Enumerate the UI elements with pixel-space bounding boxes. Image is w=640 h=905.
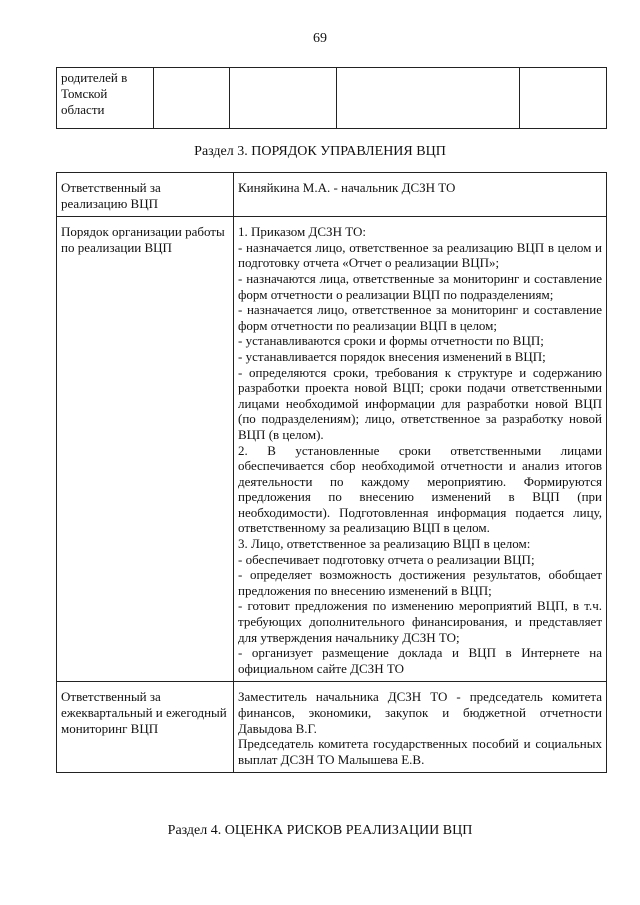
table-row <box>57 217 607 682</box>
section-4-title: Раздел 4. ОЦЕНКА РИСКОВ РЕАЛИЗАЦИИ ВЦП <box>167 823 473 838</box>
content-paragraph: - определяет возможность достижения результатов, обобщает предложения по внесению изменений в ВЦП; <box>238 567 602 598</box>
content-paragraph: 1. Приказом ДСЗН ТО: <box>238 224 366 240</box>
row-label: Порядок организации работы по реализации ВЦП <box>57 217 234 682</box>
section-3-title: Раздел 3. ПОРЯДОК УПРАВЛЕНИЯ ВЦП <box>194 144 446 159</box>
content-paragraph: - готовит предложения по изменению мероприятий ВЦП, в т.ч. требующих дополнительного финансирования, и представляет для утверждения начальнику ДСЗН ТО; <box>238 598 602 645</box>
table-cell <box>154 68 230 129</box>
table-row <box>57 173 607 217</box>
content-paragraph: - назначается лицо, ответственное за мониторинг и составление форм отчетности по реализации ВЦП в целом; <box>238 302 602 333</box>
content-paragraph: - обеспечивает подготовку отчета о реализации ВЦП; <box>238 551 535 567</box>
table-cell: родителей в Томской области <box>57 68 154 129</box>
content-paragraph: - организует размещение доклада и ВЦП в Интернете на официальном сайте ДСЗН ТО <box>238 645 602 676</box>
content-paragraph: Киняйкина М.А. - начальник ДСЗН ТО <box>238 180 456 195</box>
content-paragraph: - назначается лицо, ответственное за реализацию ВЦП в целом и подготовку отчета «Отчет о реализации ВЦП»; <box>238 239 602 271</box>
row-label: Ответственный за ежеквартальный и ежегодный мониторинг ВЦП <box>57 682 234 773</box>
continued-table <box>56 67 607 129</box>
content-paragraph: - устанавливается порядок внесения изменений в ВЦП; <box>238 348 546 364</box>
row-content <box>234 682 607 773</box>
content-paragraph: - определяются сроки, требования к структуре и содержанию разработки проекта новой ВЦП; сроки подачи ответственными лицами необходимой информации для разработки новой ВЦП (по подразделениям); лицо, ответственное за разработку новой ВЦП (в целом). <box>238 364 602 442</box>
table-cell <box>337 68 520 129</box>
content-paragraph: - устанавливаются сроки и формы отчетности по ВЦП; <box>238 333 544 349</box>
management-table <box>56 172 607 773</box>
table-cell <box>520 68 607 129</box>
table-row <box>57 682 607 773</box>
table-row <box>57 68 607 129</box>
row-content <box>234 217 607 682</box>
content-paragraph: - назначаются лица, ответственные за мониторинг и составление форм отчетности о реализации ВЦП по подразделениям; <box>238 270 602 302</box>
content-paragraph: 2. В установленные сроки ответственными лицами обеспечивается сбор необходимой отчетности и анализ итогов деятельности по каждому мероприятию. Формируются предложения по внесению изменений в ВЦП (при необходимости). Подготовленная информация подается лицу, ответственному за реализацию ВЦП в целом. <box>238 442 602 536</box>
row-content <box>234 173 607 217</box>
row-label: Ответственный за реализацию ВЦП <box>57 173 234 217</box>
content-paragraph: Председатель комитета государственных пособий и социальных выплат ДСЗН ТО Малышева Е.В. <box>238 736 602 767</box>
table-cell <box>230 68 337 129</box>
content-paragraph: Заместитель начальника ДСЗН ТО - председатель комитета финансов, экономики, закупок и бюджетной отчетности Давыдова В.Г. <box>238 689 602 736</box>
content-paragraph: 3. Лицо, ответственное за реализацию ВЦП в целом: <box>238 536 531 552</box>
page-number: 69 <box>313 31 327 46</box>
